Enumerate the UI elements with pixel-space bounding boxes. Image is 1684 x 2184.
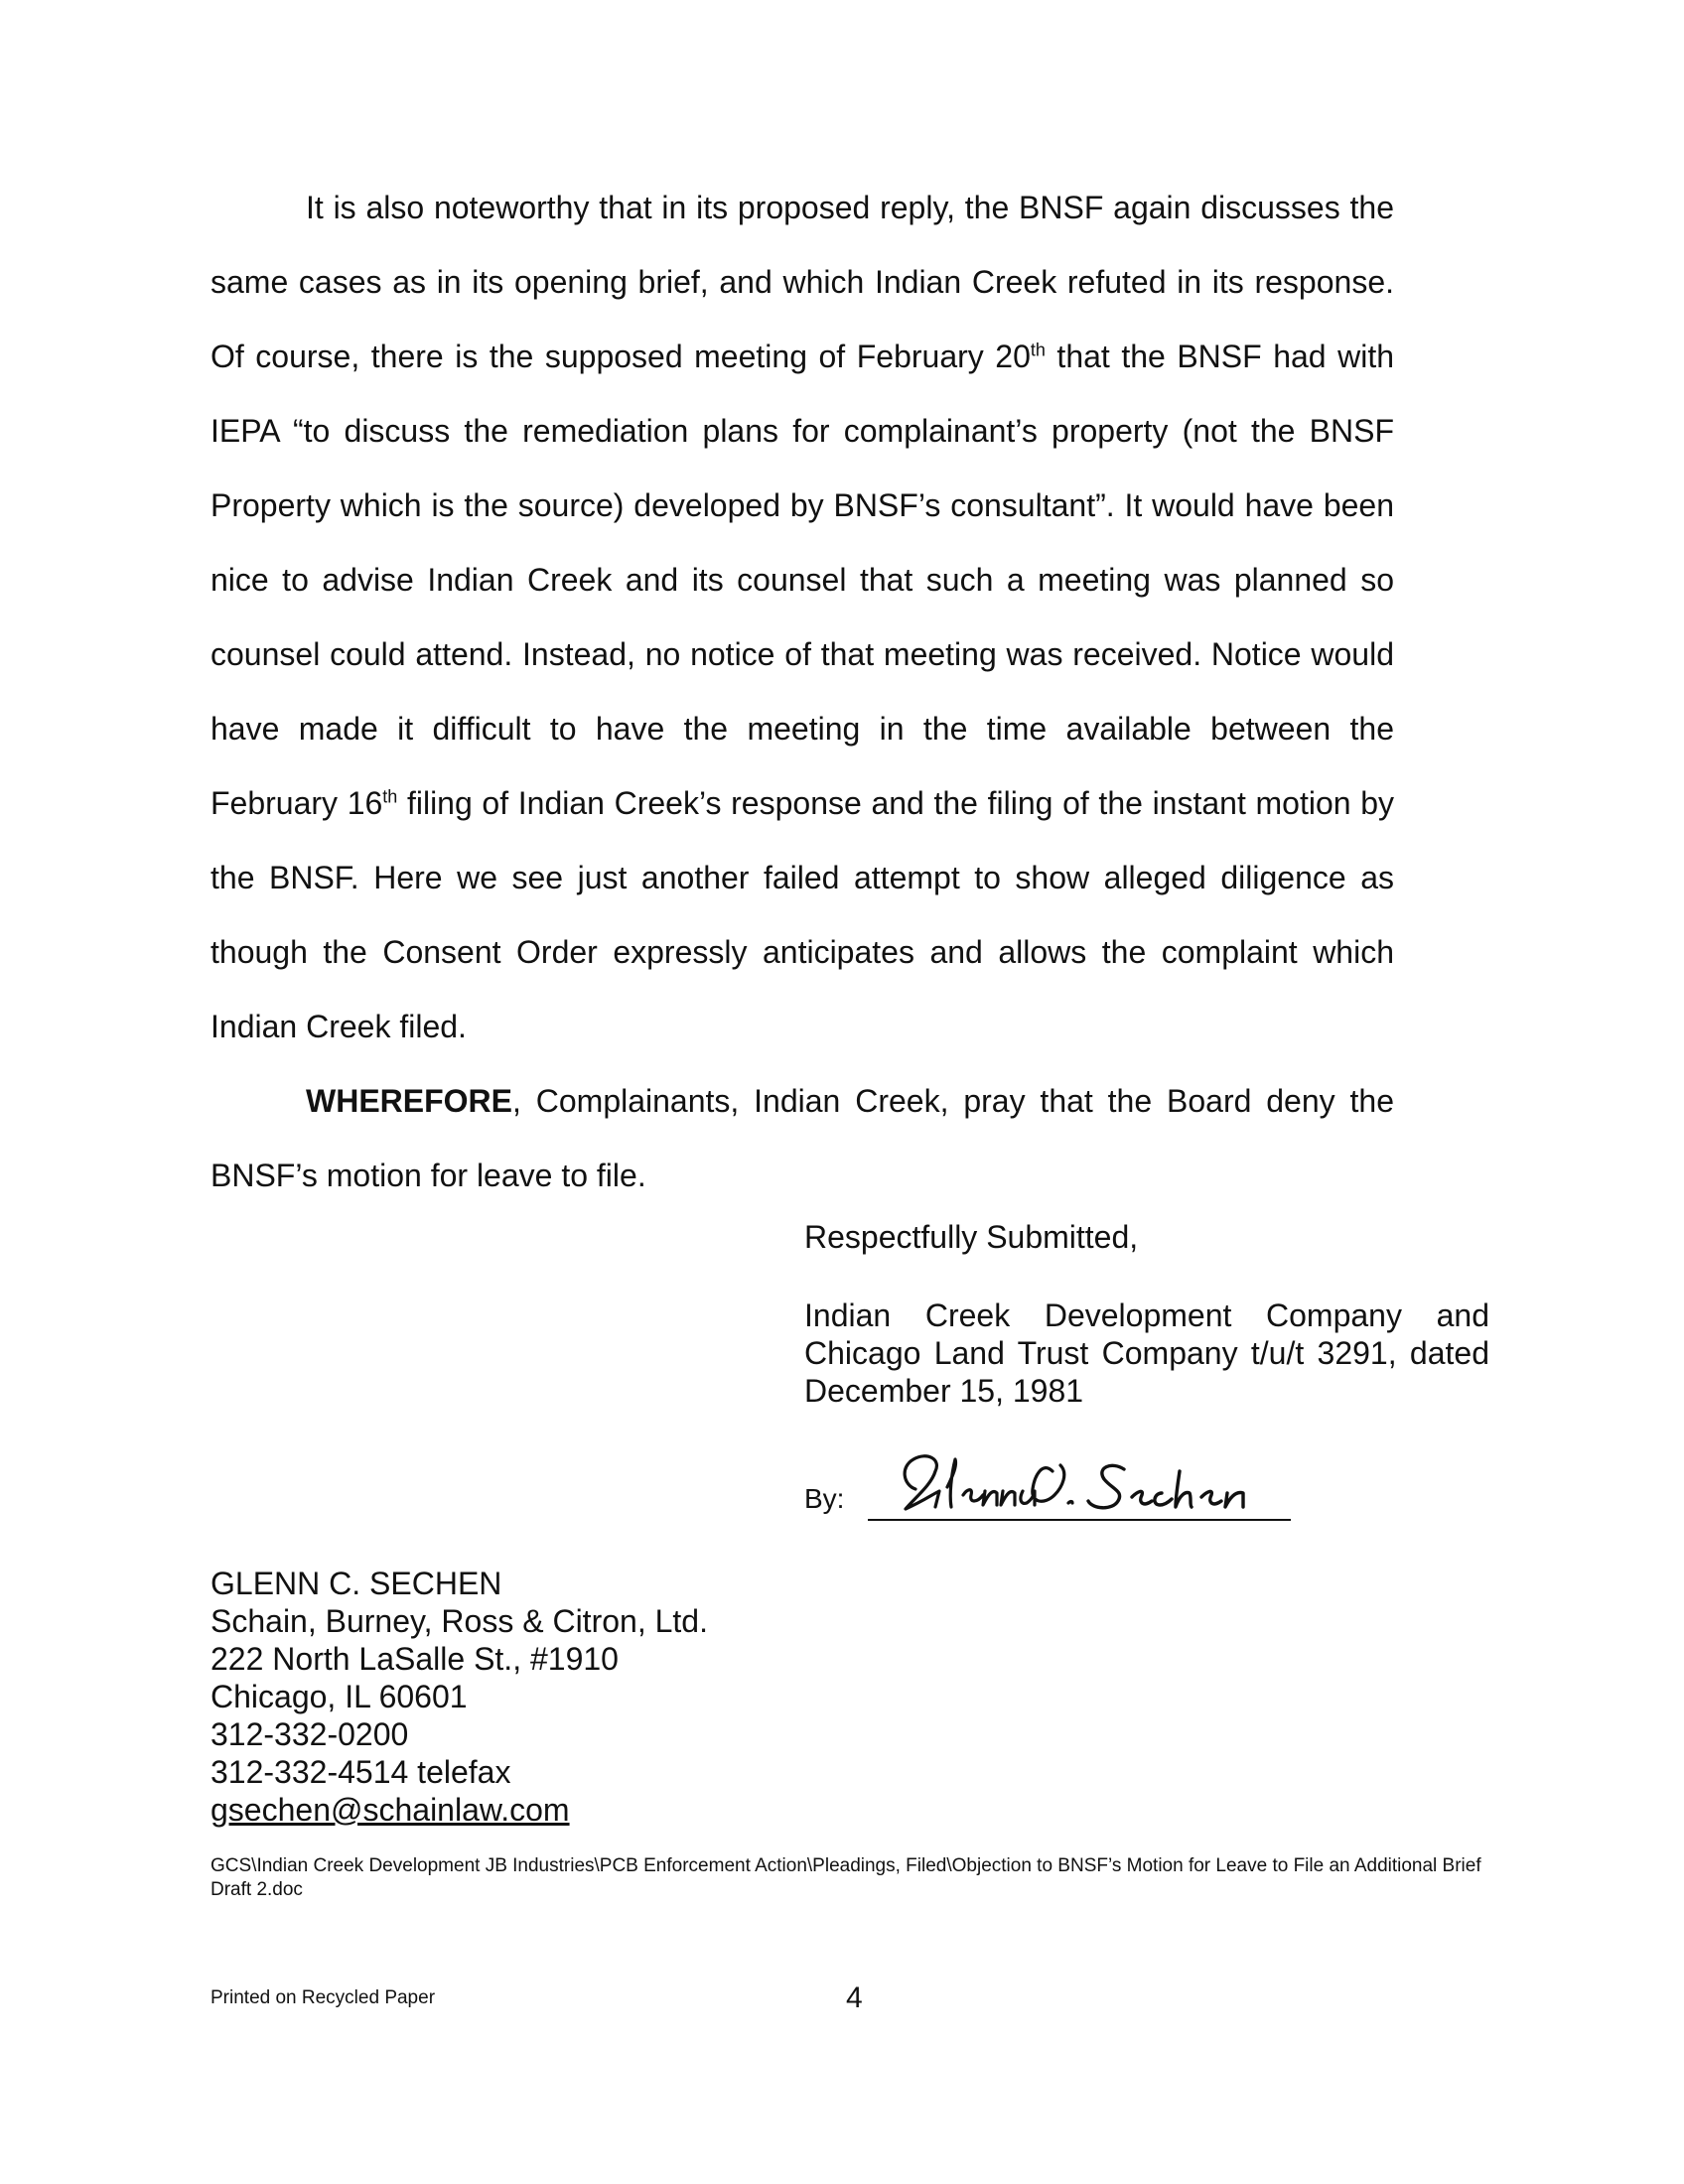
page-number: 4 (846, 1981, 863, 2014)
signature-line (868, 1519, 1291, 1521)
document-body (210, 171, 1394, 1213)
paragraph-bnsf-reply (210, 171, 1394, 1064)
city-state-zip: Chicago, IL 60601 (210, 1679, 468, 1714)
email-link[interactable]: gsechen@schainlaw.com (210, 1792, 570, 1828)
by-line (804, 1445, 1301, 1525)
phone-number: 312-332-0200 (210, 1716, 409, 1752)
attorney-name: GLENN C. SECHEN (210, 1566, 502, 1601)
fax-number: 312-332-4514 telefax (210, 1754, 511, 1790)
recycled-paper-note: Printed on Recycled Paper (210, 1987, 436, 2008)
paragraph-1-text-c: filing of Indian Creek’s response and the filing of the instant motion by the BNSF. Here we see just another failed attempt to show alleged diligence as though the Consent Order expressly anticipates and allows the complaint which Indian Creek filed. (210, 785, 1395, 1044)
document-file-path: GCS\Indian Creek Development JB Industries\PCB Enforcement Action\Pleadings, Filed\Objection to BNSF’s Motion for Leave to File an Additional Brief Draft 2.doc (210, 1855, 1481, 1900)
by-label: By: (804, 1483, 845, 1514)
handwritten-signature (894, 1445, 1291, 1525)
superscript-th-1: th (1030, 340, 1046, 360)
wherefore-heading: WHEREFORE (306, 1083, 512, 1119)
wherefore-text: , Complainants, Indian Creek, pray that the Board deny the BNSF’s motion for leave to file. (210, 1083, 1394, 1193)
paragraph-1-text-a: It is also noteworthy that in its proposed reply, the BNSF again discusses the same cases as in its opening brief, and which Indian Creek refuted in its response. Of course, there is the supposed meeting of February 20 (210, 190, 1394, 374)
signature-block (804, 1217, 1499, 1410)
paragraph-wherefore (210, 1064, 1394, 1213)
attorney-address-block (210, 1565, 708, 1829)
paragraph-1-text-b: that the BNSF had with IEPA “to discuss the remediation plans for complainant’s property (not the BNSF Property which is the source) developed by BNSF’s consultant”. It would have been nice to advise Indian Creek and its counsel that such a meeting was planned so counsel could attend. Instead, no notice of that meeting was received. Notice would have made it difficult to have the meeting in the time available between the February 16 (210, 339, 1395, 821)
closing-line: Respectfully Submitted, (804, 1219, 1139, 1255)
superscript-th-2: th (382, 786, 398, 807)
law-firm-name: Schain, Burney, Ross & Citron, Ltd. (210, 1603, 708, 1639)
street-address: 222 North LaSalle St., #1910 (210, 1641, 619, 1677)
party-name: Indian Creek Development Company and Chicago Land Trust Company t/u/t 3291, dated December 15, 1981 (804, 1297, 1489, 1409)
